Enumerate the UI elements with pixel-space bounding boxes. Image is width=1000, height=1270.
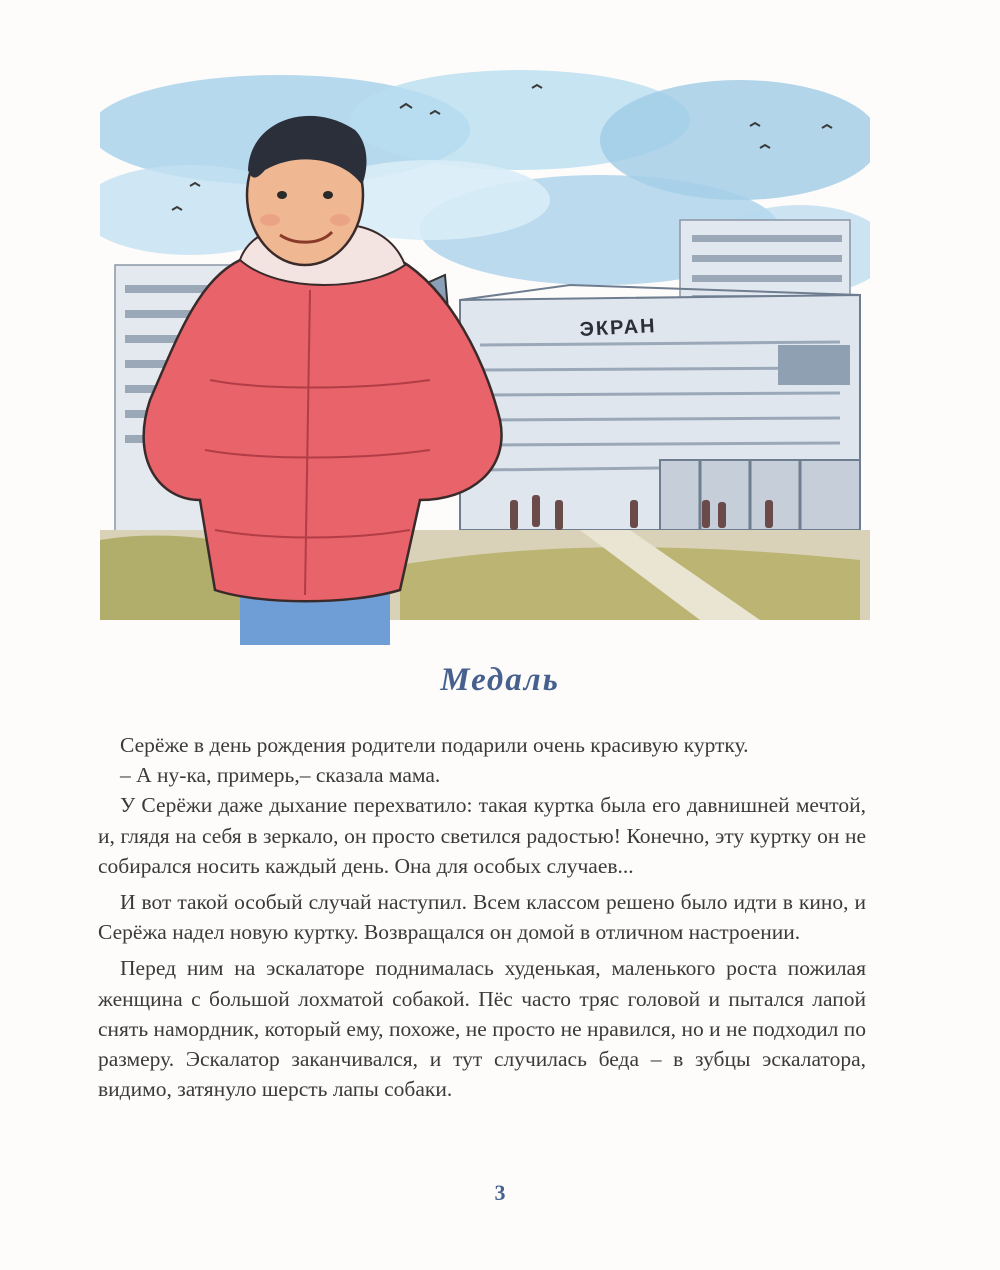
story-title: Медаль bbox=[440, 662, 560, 698]
paragraph-3: У Серёжи даже дыхание перехватило: такая куртка была его давнишней мечтой, и, глядя на себя в зеркало, он просто светился радостью! Конечно, эту куртку он не собирался носить каждый день. Она для особых случаев... bbox=[98, 793, 866, 878]
paragraph-4: И вот такой особый случай наступил. Всем классом решено было идти в кино, и Серёжа надел новую куртку. Возвращался он домой в отличном настроении. bbox=[98, 890, 866, 945]
paragraph-2: – А ну-ка, примерь,– сказала мама. bbox=[120, 763, 441, 788]
page-number: 3 bbox=[494, 1180, 506, 1205]
cinema-sign: ЭКРАН bbox=[579, 314, 658, 341]
paragraph-1: Серёже в день рождения родители подарили очень красивую куртку. bbox=[120, 733, 749, 757]
story-text bbox=[98, 730, 866, 1104]
story-illustration bbox=[100, 60, 870, 655]
cinema-building bbox=[460, 285, 860, 530]
paragraph-5: Перед ним на эскалаторе поднималась худенькая, маленького роста пожилая женщина с большой лохматой собакой. Пёс часто тряс головой и пытался лапой снять намордник, который ему, похоже, не просто не нравился, но и не подходил по размеру. Эскалатор заканчивался, и тут случилась беда – в зубцы эскалатора, видимо, затянуло шерсть лапы собаки. bbox=[98, 956, 866, 1102]
